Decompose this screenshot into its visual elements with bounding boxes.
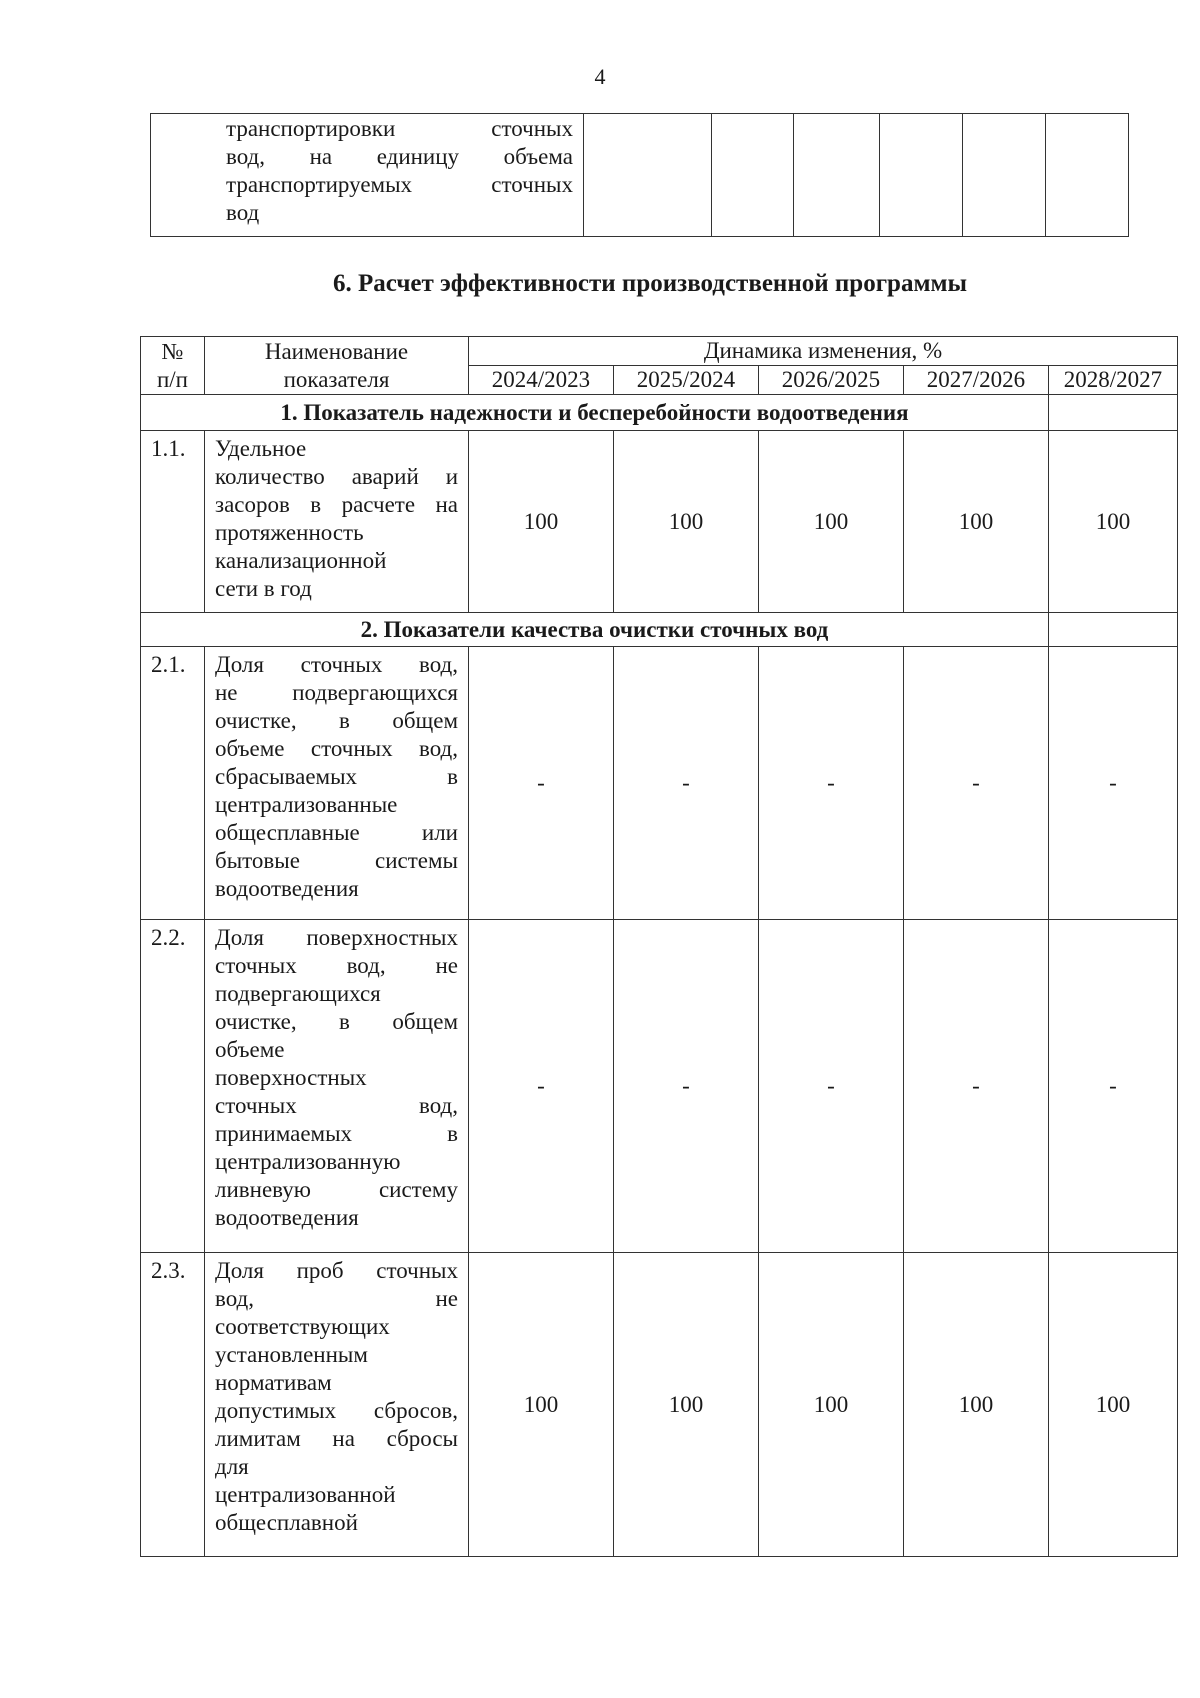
indicator-name-line: для: [215, 1454, 249, 1479]
value-cell: 100: [904, 431, 1049, 613]
value-cell: -: [904, 647, 1049, 920]
table-row: [141, 647, 1178, 920]
header-row: [141, 337, 1178, 366]
indicator-name-line: сточных вод, не: [215, 953, 458, 978]
header-year: 2026/2025: [759, 366, 904, 395]
empty-cell: [584, 114, 712, 237]
row-number: 2.1.: [141, 647, 205, 920]
value-cell: 100: [759, 431, 904, 613]
header-name-line: показателя: [283, 366, 390, 392]
indicator-name-line: поверхностных: [215, 1065, 367, 1090]
row-number: 1.1.: [141, 431, 205, 613]
value-cell: 100: [614, 431, 759, 613]
indicator-name-line: объеме сточных вод,: [215, 736, 458, 761]
fragment-line: вод: [226, 200, 260, 225]
indicator-name-line: бытовые системы: [215, 848, 458, 873]
header-year: 2024/2023: [469, 366, 614, 395]
indicator-name-line: водоотведения: [215, 1205, 359, 1230]
indicator-name-line: ливневую систему: [215, 1177, 458, 1202]
header-name-cell: [205, 337, 469, 395]
value-cell: -: [614, 920, 759, 1253]
indicator-name-line: установленным: [215, 1342, 368, 1367]
header-num-line: п/п: [156, 366, 188, 392]
indicator-name-line: подвергающихся: [215, 981, 381, 1006]
indicator-name-line: общесплавные или: [215, 820, 458, 845]
indicator-name: [205, 1253, 469, 1557]
section-heading: 6. Расчет эффективности производственной программы: [332, 270, 968, 297]
indicator-name: [205, 920, 469, 1253]
value-cell: 100: [759, 1253, 904, 1557]
fragment-line: транспортировки сточных: [226, 116, 573, 141]
value-cell: 100: [1049, 431, 1178, 613]
empty-cell: [712, 114, 794, 237]
empty-cell: [1049, 395, 1178, 431]
indicator-name: [205, 431, 469, 613]
row-number: 2.3.: [141, 1253, 205, 1557]
indicator-name: [205, 647, 469, 920]
indicator-name-line: сбрасываемых в: [215, 764, 458, 789]
indicator-name-line: сети в год: [215, 576, 312, 601]
fragment-description-cell: [151, 114, 584, 237]
value-cell: -: [759, 647, 904, 920]
table-row: [141, 431, 1178, 613]
indicator-name-line: централизованную: [215, 1149, 401, 1174]
indicator-name-line: соответствующих: [215, 1314, 390, 1339]
indicator-name-line: водоотведения: [215, 876, 359, 901]
value-cell: -: [904, 920, 1049, 1253]
section-title: 2. Показатели качества очистки сточных вод: [141, 613, 1049, 647]
header-num-cell: [141, 337, 205, 395]
header-dynamics: Динамика изменения, %: [469, 337, 1178, 366]
indicator-name-line: очистке, в общем: [215, 1009, 458, 1034]
value-cell: -: [614, 647, 759, 920]
indicator-name-line: принимаемых в: [215, 1121, 458, 1146]
value-cell: 100: [469, 1253, 614, 1557]
value-cell: -: [1049, 920, 1178, 1253]
header-year: 2028/2027: [1049, 366, 1178, 395]
header-name-line: Наименование: [264, 338, 409, 364]
value-cell: -: [1049, 647, 1178, 920]
indicator-name-line: Удельное: [215, 436, 307, 461]
header-year: 2025/2024: [614, 366, 759, 395]
indicator-name-line: нормативам: [215, 1370, 332, 1395]
value-cell: -: [469, 920, 614, 1253]
indicator-name-line: протяженность: [215, 520, 364, 545]
indicator-name-line: Доля сточных вод,: [215, 652, 458, 677]
indicator-name-line: Доля поверхностных: [215, 925, 458, 950]
empty-cell: [1049, 613, 1178, 647]
value-cell: 100: [614, 1253, 759, 1557]
indicator-name-line: лимитам на сбросы: [215, 1426, 458, 1451]
indicator-name-line: Доля проб сточных: [215, 1258, 458, 1283]
section-title: 1. Показатель надежности и бесперебойности водоотведения: [141, 395, 1049, 431]
fragment-line: вод, на единицу объема: [226, 144, 573, 169]
value-cell: 100: [1049, 1253, 1178, 1557]
table-row: [141, 1253, 1178, 1557]
continued-table-fragment: [150, 113, 1129, 237]
indicator-name-line: сточных вод,: [215, 1093, 458, 1118]
header-year: 2027/2026: [904, 366, 1049, 395]
indicator-name-line: вод, не: [215, 1286, 458, 1311]
empty-cell: [963, 114, 1046, 237]
table-row: [141, 920, 1178, 1253]
page-number: 4: [594, 64, 606, 89]
indicator-name-line: канализационной: [215, 548, 387, 573]
empty-cell: [1046, 114, 1129, 237]
indicator-name-line: очистке, в общем: [215, 708, 458, 733]
indicator-name-line: не подвергающихся: [215, 680, 458, 705]
value-cell: -: [469, 647, 614, 920]
header-num-line: №: [161, 338, 184, 364]
empty-cell: [880, 114, 963, 237]
value-cell: 100: [904, 1253, 1049, 1557]
section-row: [141, 395, 1178, 431]
indicator-name-line: централизованные: [215, 792, 398, 817]
indicator-name-line: централизованной: [215, 1482, 396, 1507]
value-cell: 100: [469, 431, 614, 613]
empty-cell: [794, 114, 880, 237]
indicator-name-line: допустимых сбросов,: [215, 1398, 458, 1423]
fragment-line: транспортируемых сточных: [226, 172, 573, 197]
indicator-name-line: объеме: [215, 1037, 285, 1062]
indicator-name-line: общесплавной: [215, 1510, 358, 1535]
value-cell: -: [759, 920, 904, 1253]
indicator-name-line: засоров в расчете на: [215, 492, 458, 517]
indicator-name-line: количество аварий и: [215, 464, 458, 489]
section-row: [141, 613, 1178, 647]
efficiency-table: [140, 336, 1178, 1557]
row-number: 2.2.: [141, 920, 205, 1253]
